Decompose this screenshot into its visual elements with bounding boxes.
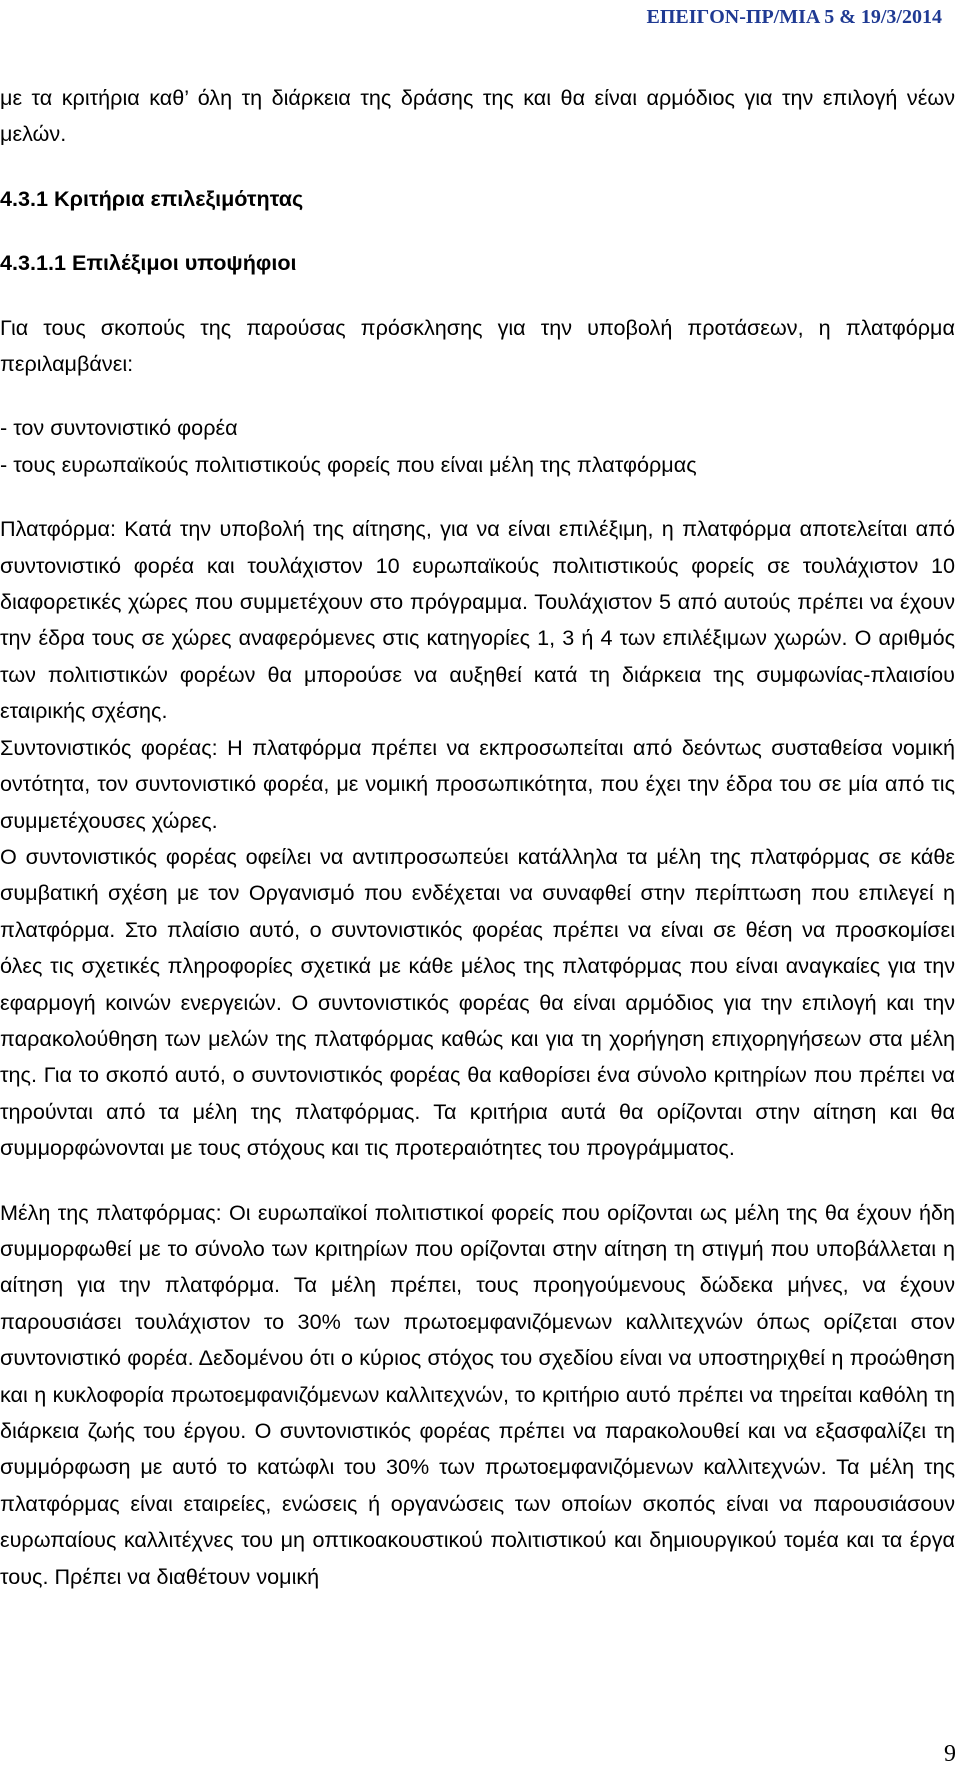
page-number: 9 bbox=[944, 1741, 956, 1767]
coordinator-paragraph: Συντονιστικός φορέας: Η πλατφόρμα πρέπει να εκπροσωπείται από δεόντως συσταθείσα νομική οντότητα, τον συντονιστικό φορέα, με νομική προσωπικότητα, που έχει την έδρα του σε μία από τις συμμετέχουσες χώρες. bbox=[0, 734, 955, 833]
section-heading: 4.3.1 Κριτήρια επιλεξιμότητας bbox=[0, 185, 304, 211]
document-body bbox=[0, 80, 955, 1595]
subsection-heading: 4.3.1.1 Επιλέξιμοι υποψήφιοι bbox=[0, 250, 297, 276]
coordinator-duties-paragraph: Ο συντονιστικός φορέας οφείλει να αντιπροσωπεύει κατάλληλα τα μέλη της πλατφόρμας σε κάθε συμβατική σχέση με τον Οργανισμό που ενδέχεται να συναφθεί στην περίπτωση που επιλεγεί η πλατφόρμα. Στο πλαίσιο αυτό, ο συντονιστικός φορέας πρέπει να είναι σε θέση να προσκομίσει όλες τις σχετικές πληροφορίες σχετικά με κάθε μέλος της πλατφόρμας που είναι αναγκαίες για την εφαρμογή κοινών ενεργειών. Ο συντονιστικός φορέας θα είναι αρμόδιος για την επιλογή και την παρακολούθηση των μελών της πλατφόρμας καθώς και για τη χορήγηση επιχορηγήσεων στα μέλη της. Για το σκοπό αυτό, ο συντονιστικός φορέας θα καθορίσει ένα σύνολο κριτηρίων που πρέπει να τηρούνται από τα μέλη της πλατφόρμας. Τα κριτήρια αυτά θα ορίζονται στην αίτηση και θα συμμορφώνονται με τους στόχους και τις προτεραιότητες του προγράμματος. bbox=[0, 843, 955, 1161]
platform-paragraph: Πλατφόρμα: Κατά την υποβολή της αίτησης, για να είναι επιλέξιμη, η πλατφόρμα αποτελείται από συντονιστικό φορέα και τουλάχιστον 10 ευρωπαϊκούς πολιτιστικούς φορείς σε τουλάχιστον 10 διαφορετικές χώρες που συμμετέχουν στο πρόγραμμα. Τουλάχιστον 5 από αυτούς πρέπει να έχουν την έδρα τους σε χώρες αναφερόμενες στις κατηγορίες 1, 3 ή 4 των επιλέξιμων χωρών. Ο αριθμός των πολιτιστικών φορέων θα μπορούσε να αυξηθεί κατά τη διάρκεια της συμφωνίας-πλαισίου εταιρικής σχέσης. bbox=[0, 516, 955, 724]
platform-includes-paragraph: Για τους σκοπούς της παρούσας πρόσκλησης για την υποβολή προτάσεων, η πλατφόρμα περιλαμβάνει: bbox=[0, 314, 955, 377]
list-item: - τους ευρωπαϊκούς πολιτιστικούς φορείς που είναι μέλη της πλατφόρμας bbox=[0, 451, 697, 477]
platform-members-paragraph: Μέλη της πλατφόρμας: Οι ευρωπαϊκοί πολιτιστικοί φορείς που ορίζονται ως μέλη της θα έχουν ήδη συμμορφωθεί με το σύνολο των κριτηρίων που ορίζονται στην αίτηση τη στιγμή που υποβάλλεται η αίτηση για την πλατφόρμα. Τα μέλη πρέπει, τους προηγούμενους δώδεκα μήνες, να έχουν παρουσιάσει τουλάχιστον το 30% των πρωτοεμφανιζόμενων καλλιτεχνών όπως ορίζεται στον συντονιστικό φορέα. Δεδομένου ότι ο κύριος στόχος του σχεδίου είναι να υποστηριχθεί η προώθηση και η κυκλοφορία πρωτοεμφανιζόμενων καλλιτεχνών, το κριτήριο αυτό πρέπει να τηρείται καθόλη τη διάρκεια ζωής του έργου. Ο συντονιστικός φορέας πρέπει να παρακολουθεί και να εξασφαλίζει τη συμμόρφωση με αυτό το κατώφλι του 30% των πρωτοεμφανιζόμενων καλλιτεχνών. Τα μέλη της πλατφόρμας είναι εταιρείες, ενώσεις ή οργανώσεις των οποίων σκοπός είναι να παρουσιάσουν ευρωπαίους καλλιτέχνες του μη οπτικοακουστικού πολιτιστικού και δημιουργικού τομέα και τα έργα τους. Πρέπει να διαθέτουν νομική bbox=[0, 1199, 955, 1589]
list-item: - τον συντονιστικό φορέα bbox=[0, 415, 238, 441]
document-header: ΕΠΕΙΓΟΝ-ΠΡ/ΜΙΑ 5 & 19/3/2014 bbox=[646, 6, 942, 28]
intro-paragraph: με τα κριτήρια καθ’ όλη τη διάρκεια της δράσης της και θα είναι αρμόδιος για την επιλογή νέων μελών. bbox=[0, 85, 955, 147]
